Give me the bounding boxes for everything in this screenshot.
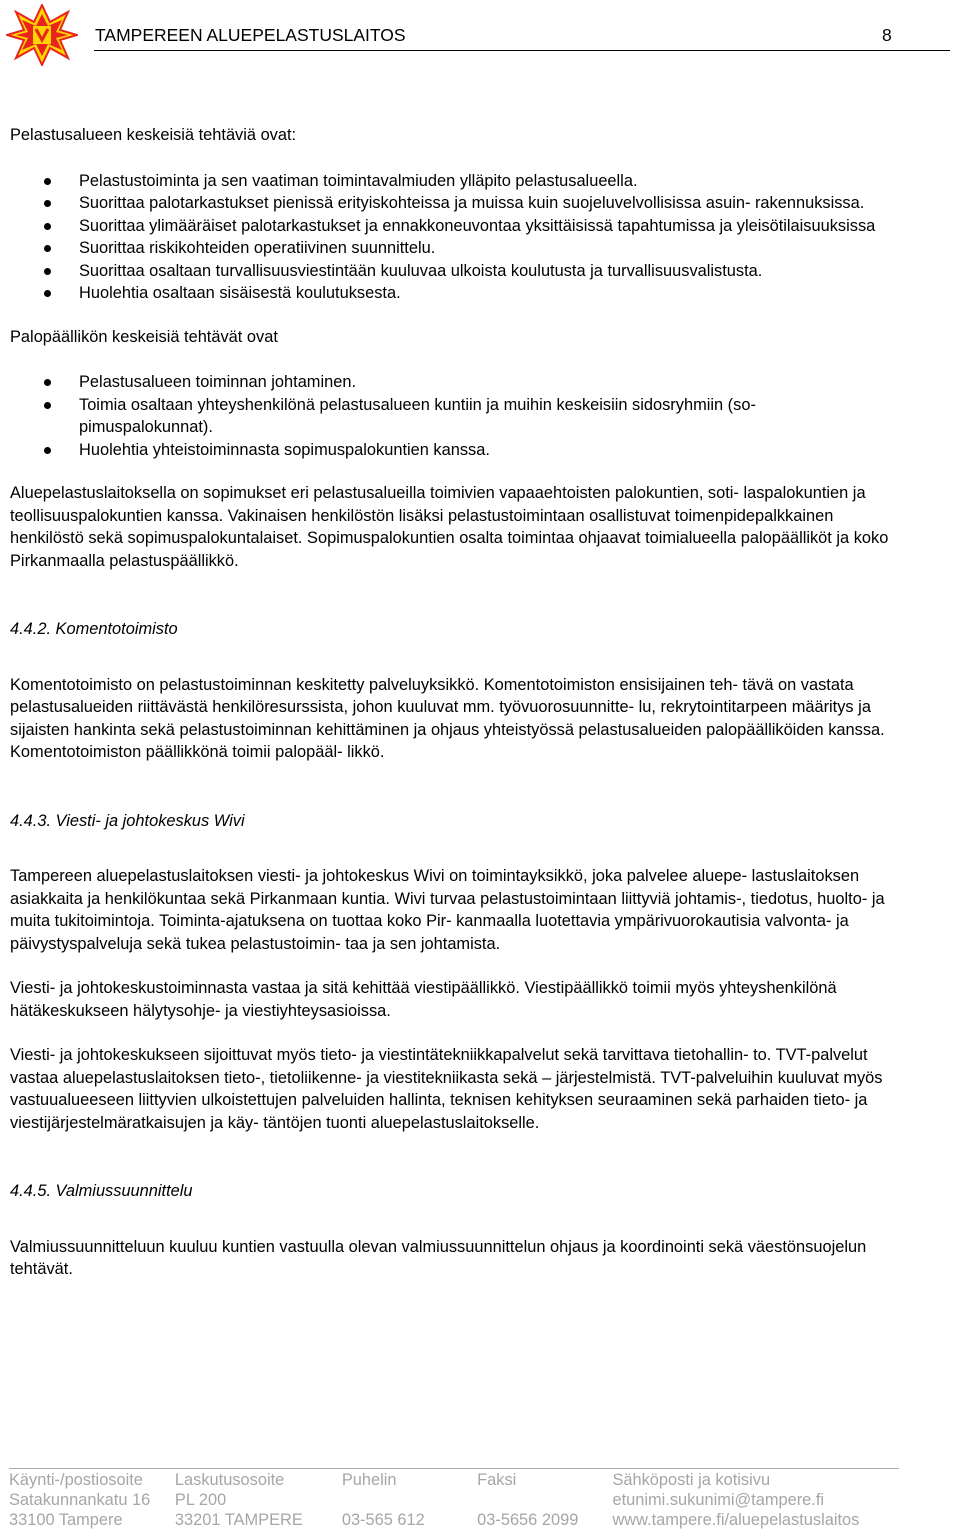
footer-phone — [342, 1490, 477, 1510]
list-item: Suorittaa osaltaan turvallisuusviestintään kuuluvaa ulkoista koulutusta ja turvallisuusvalistusta. — [10, 260, 892, 283]
list-item: Pelastusalueen toiminnan johtaminen. — [10, 371, 892, 394]
list-item: Huolehtia osaltaan sisäisestä koulutuksesta. — [10, 282, 892, 305]
footer-website: www.tampere.fi/aluepelastuslaitos — [612, 1511, 860, 1529]
paragraph: Tampereen aluepelastuslaitoksen viesti- ja johtokeskus Wivi on toimintayksikkö, joka palvelee aluepe- lastuslaitoksen asiakkaita ja henkilökuntaa sekä Pirkanmaan kuntia. Wivi turvaa pelastustoimintaan liittyviä johtamis-, tiedotus, huolto- ja muita tukitoimintoja. Toiminta-ajatuksena on tuottaa koko Pir- kanmaalla luotettavia ympärivuorokautisia valvonta- ja päivystyspalveluja sekä tukea pelastustoimin- taa ja sen johtamista. — [10, 867, 885, 953]
footer-label: Käynti-/postiosoite — [9, 1471, 143, 1489]
section-heading: 4.4.5. Valmiussuunnittelu — [10, 1182, 193, 1200]
duty-list — [10, 371, 892, 461]
list-item: Huolehtia yhteistoiminnasta sopimuspalokuntien kanssa. — [10, 439, 892, 462]
list-item: Toimia osaltaan yhteyshenkilönä pelastusalueen kuntiin ja muihin keskeisiin sidosryhmiin (so- pimuspalokunnat). — [10, 394, 892, 439]
page-header — [0, 0, 960, 68]
footer-label: Laskutusosoite — [174, 1471, 285, 1489]
list-item: Suorittaa riskikohteiden operatiivinen suunnittelu. — [10, 237, 892, 260]
list-intro: Pelastusalueen keskeisiä tehtäviä ovat: — [10, 126, 297, 144]
list-item: Suorittaa palotarkastukset pienissä erityiskohteissa ja muissa kuin suojeluvelvollisissa asuin- rakennuksissa. — [10, 192, 892, 215]
footer-fax: 03-5656 2099 — [477, 1511, 579, 1529]
task-list — [10, 170, 892, 305]
section-heading: 4.4.2. Komentotoimisto — [10, 620, 178, 638]
fire-department-logo-icon — [6, 4, 78, 66]
footer-label: Faksi — [477, 1471, 517, 1489]
footer-billing-city: 33201 TAMPERE — [174, 1511, 303, 1529]
header-divider — [94, 50, 950, 51]
footer-row — [9, 1490, 889, 1510]
footer-billing: PL 200 — [174, 1491, 227, 1509]
footer-address: Satakunnankatu 16 — [9, 1491, 151, 1509]
list-item: Pelastustoiminta ja sen vaatiman toimintavalmiuden ylläpito pelastusalueella. — [10, 170, 892, 193]
section-heading: 4.4.3. Viesti- ja johtokeskus Wivi — [10, 811, 245, 830]
page-footer — [9, 1470, 889, 1530]
footer-divider — [9, 1468, 899, 1469]
footer-row — [9, 1510, 889, 1530]
paragraph: Aluepelastuslaitoksella on sopimukset eri pelastusalueilla toimivien vapaaehtoisten palokuntien, soti- laspalokuntien ja teollisuuspalokuntien kanssa. Vakinaisen henkilöstön lisäksi pelastustoimintaan osallistuvat toimenpidepalkkainen henkilöstö sekä sopimuspalokuntalaiset. Sopimuspalokuntien osalta toimintaa ohjaavat toimialueella palopäälliköt ja koko Pirkanmaalla pelastuspäällikkö. — [10, 484, 889, 570]
footer-fax — [477, 1490, 612, 1510]
paragraph: Viesti- ja johtokeskukseen sijoittuvat myös tieto- ja viestintätekniikkapalvelut sekä tarvittava tietohallin- to. TVT-palvelut vastaa aluepelastuslaitoksen tieto-, tietoliikenne- ja viestitekniikasta sekä – järjestelmistä. TVT-palveluihin kuuluvat myös vastuualueeseen liittyvien ulkoistettujen palveluiden hallinta, teknisen kehityksen seuraaminen sekä parhaiden tieto- ja viestijärjestelmäratkaisujen ja käy- täntöjen tuonti aluepelastuslaitokselle. — [10, 1046, 883, 1132]
paragraph: Komentotoimisto on pelastustoiminnan keskitetty palveluyksikkö. Komentotoimiston ensisijainen teh- tävä on vastata pelastusalueiden riittävästä henkilöresurssista, johon kuuluvat mm. työvuorosuunnitte- lu, rekrytointitarpeen määritys ja sijaisten hankinta sekä pelastustoiminnan kehittäminen ja ohjaus yhteistyössä pelastusalueiden palopäälliköiden kanssa. Komentotoimiston päällikkönä toimii palopääl- likkö. — [10, 675, 885, 761]
footer-phone: 03-565 612 — [341, 1511, 425, 1529]
footer-header-row — [9, 1470, 889, 1490]
document-body — [10, 124, 892, 1281]
page-number: 8 — [882, 25, 892, 45]
footer-city: 33100 Tampere — [9, 1511, 123, 1529]
paragraph: Valmiussuunnitteluun kuuluu kuntien vastuulla olevan valmiussuunnittelun ohjaus ja koordinointi sekä väestönsuojelun tehtävät. — [10, 1237, 867, 1278]
header-title: TAMPEREEN ALUEPELASTUSLAITOS — [95, 25, 406, 45]
list-item: Suorittaa ylimääräiset palotarkastukset ja ennakkoneuvontaa yksittäisissä tapahtumissa ja yleisötilaisuuksissa — [10, 215, 892, 238]
footer-label: Sähköposti ja kotisivu — [612, 1471, 771, 1489]
paragraph: Viesti- ja johtokeskustoiminnasta vastaa ja sitä kehittää viestipäällikkö. Viestipäällikkö toimii myös yhteyshenkilönä hätäkeskukseen hälytysohje- ja viestiyhteysasioissa. — [10, 979, 837, 1020]
list-intro: Palopäällikön keskeisiä tehtävät ovat — [10, 327, 278, 346]
footer-label: Puhelin — [341, 1471, 397, 1489]
footer-email: etunimi.sukunimi@tampere.fi — [612, 1491, 825, 1509]
